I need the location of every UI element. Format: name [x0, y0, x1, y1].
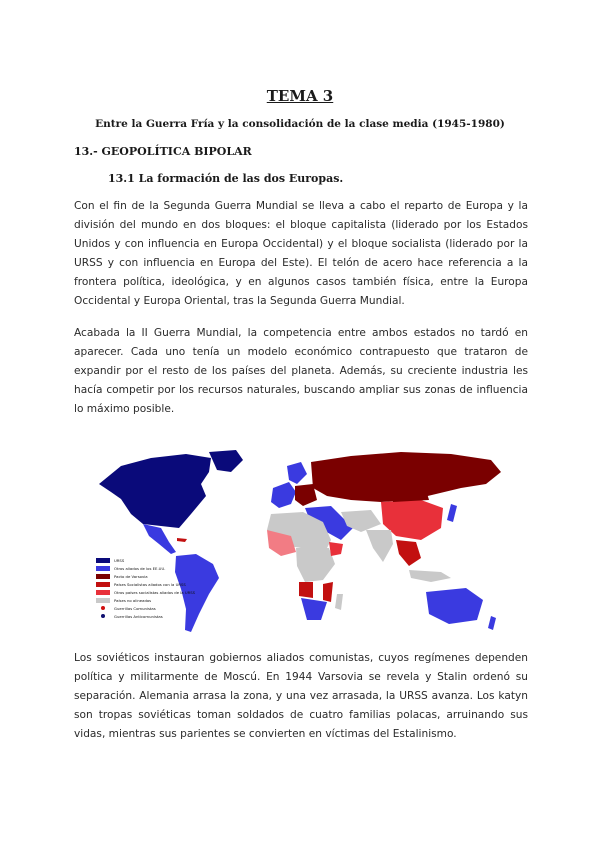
map-greenland [209, 450, 243, 472]
map-madagascar [335, 594, 343, 610]
map-southeast-asia [396, 540, 421, 566]
legend-dot-icon [101, 614, 105, 618]
subsection-heading: 13.1 La formación de las dos Europas. [108, 172, 344, 185]
legend-swatch [96, 566, 110, 571]
map-horn-africa [329, 542, 343, 556]
paragraph-3: Los soviéticos instauran gobiernos aliados comunistas, cuyos regímenes dependen política y militarmente de Moscú. En 1944 Varsovia se revela y Stalin ordenó su separación. Alemania arrasa la zona, y una vez arrasada, la URSS avanza. Los katyn son tropas soviéticas toman soldados de cuatro familias polacas, arruinando sus vidas, mientras sus parientes se convierten en víctimas del Estalinismo. [74, 652, 528, 740]
legend-label: Países Socialistas aliados con la URSS [114, 581, 186, 587]
map-cuba [177, 538, 187, 542]
legend-swatch [96, 582, 110, 587]
legend-item [96, 596, 196, 604]
map-southern-africa [301, 598, 327, 620]
map-western-europe [271, 482, 296, 508]
map-india [366, 530, 393, 562]
legend-label: Otros países socialistas aliados de la URSS [114, 589, 196, 595]
legend-item [96, 612, 196, 620]
map-indonesia [409, 570, 451, 582]
legend-label: URSS [114, 557, 125, 563]
map-mongolia [391, 490, 429, 502]
legend-label: Otros aliados de los EE.UU. [114, 565, 166, 571]
paragraph-2: Acabada la II Guerra Mundial, la competencia entre ambos estados no tardó en aparecer. Cada uno tenía un modelo económico contrapuesto que trataron de expandir por el resto de los países del planeta. Además, su creciente industria les hacía competir por los recursos naturales, buscando ampliar sus zonas de influencia lo máximo posible. [74, 327, 528, 415]
map-mozambique [323, 582, 333, 602]
map-japan [447, 504, 457, 522]
map-angola [299, 582, 313, 598]
map-new-zealand [488, 616, 496, 630]
legend-swatch [96, 590, 110, 595]
legend-item [96, 580, 196, 588]
document-subtitle: Entre la Guerra Fría y la consolidación de la clase media (1945-1980) [95, 118, 505, 130]
legend-item [96, 564, 196, 572]
paragraph-1: Con el fin de la Segunda Guerra Mundial se lleva a cabo el reparto de Europa y la división del mundo en dos bloques: el bloque capitalista (liderado por los Estados Unidos y con influencia en Europa Occidental) y el bloque socialista (liderado por la URSS y con influencia en Europa del Este). El telón de acero hace referencia a la frontera política, ideológica, y en algunos casos también física, entre la Europa Occidental y Europa Oriental, tras la Segunda Guerra Mundial. [74, 200, 528, 307]
map-australia [426, 588, 483, 624]
legend-swatch [96, 574, 110, 579]
legend-item [96, 588, 196, 596]
legend-label: Pacto de Varsovia [114, 573, 148, 579]
map-central-america [143, 524, 176, 554]
legend-item [96, 604, 196, 612]
legend-item [96, 556, 196, 564]
section-heading: 13.- GEOPOLÍTICA BIPOLAR [74, 145, 252, 158]
document-title: TEMA 3 [266, 87, 334, 105]
map-scandinavia [287, 462, 307, 484]
legend-label: Guerrillas Anticomunistas [114, 613, 163, 619]
legend-item [96, 572, 196, 580]
legend-swatch [96, 598, 110, 603]
legend-label: Guerrillas Comunistas [114, 605, 156, 611]
legend-dot-icon [101, 606, 105, 610]
map-legend [96, 556, 196, 620]
map-central-africa [296, 548, 335, 582]
legend-swatch [96, 558, 110, 563]
legend-label: Países no alineados [114, 597, 152, 603]
map-north-america [99, 454, 211, 528]
